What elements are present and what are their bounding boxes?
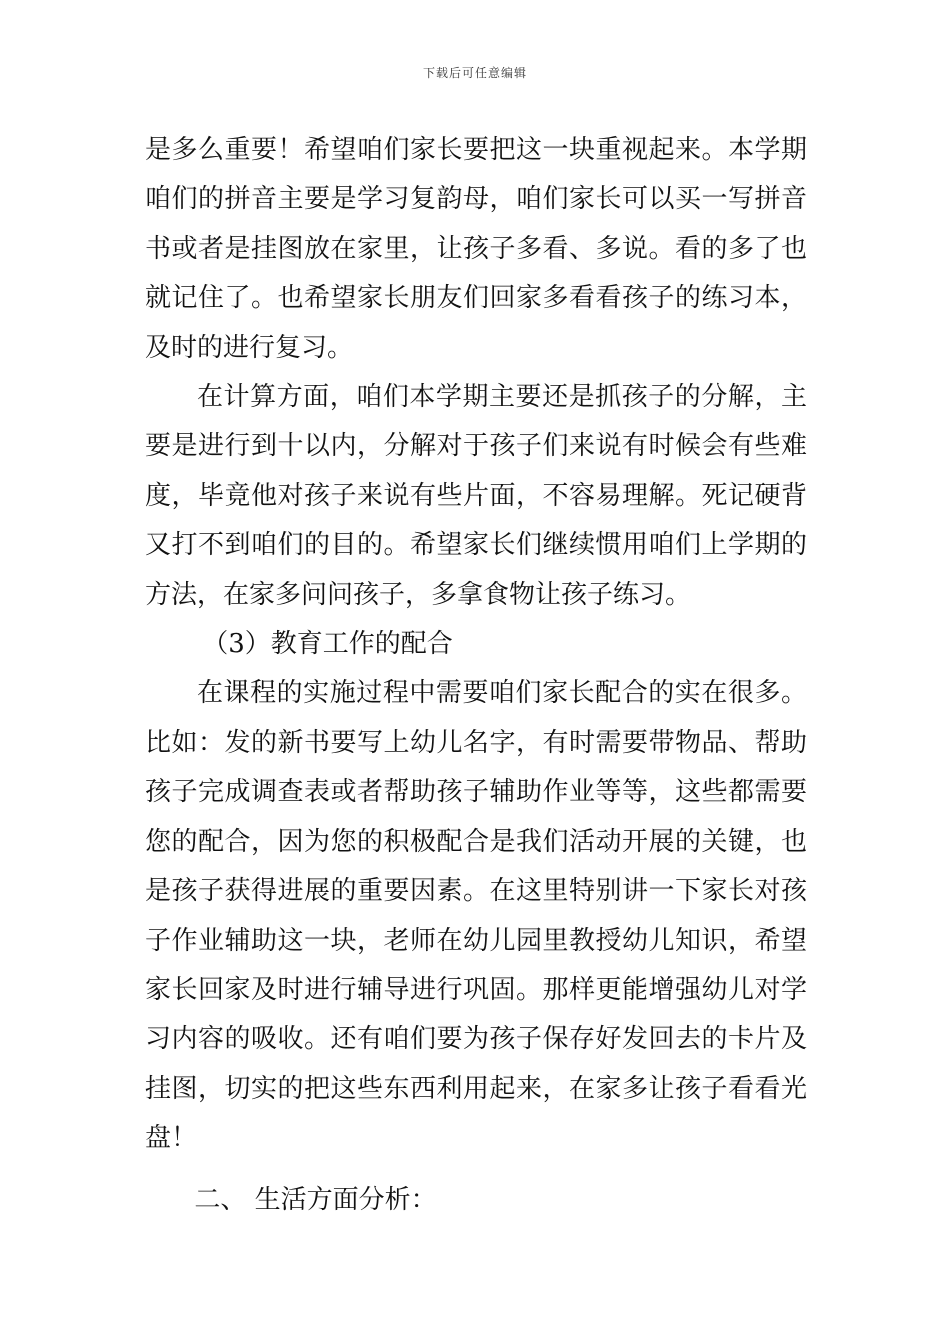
section-heading-life-analysis: 二、 生活方面分析： — [194, 1184, 437, 1215]
document-body — [145, 126, 807, 1225]
subheading-education-cooperation: （3）教育工作的配合 — [202, 629, 453, 660]
paragraph-pinyin-continuation: 是多么重要！希望咱们家长要把这一块重视起来。本学期咱们的拼音主要是学习复韵母，咱们家长可以买一写拼音书或者是挂图放在家里，让孩子多看、多说。看的多了也就记住了。也希望家长朋友们回家多看看孩子的练习本，及时的进行复习。 — [145, 135, 807, 363]
paragraph-course-cooperation: 在课程的实施过程中需要咱们家长配合的实在很多。比如：发的新书要写上幼儿名字，有时需要带物品、帮助孩子完成调查表或者帮助孩子辅助作业等等，这些都需要您的配合，因为您的积极配合是我们活动开展的关键，也是孩子获得进展的重要因素。在这里特别讲一下家长对孩子作业辅助这一块，老师在幼儿园里教授幼儿知识，希望家长回家及时进行辅导进行巩固。那样更能增强幼儿对学习内容的吸收。还有咱们要为孩子保存好发回去的卡片及挂图，切实的把这些东西利用起来，在家多让孩子看看光盘！ — [145, 678, 807, 1154]
page-header: 下载后可任意编辑 — [422, 66, 527, 80]
paragraph-calculation: 在计算方面，咱们本学期主要还是抓孩子的分解，主要是进行到十以内，分解对于孩子们来说有时候会有些难度，毕竟他对孩子来说有些片面，不容易理解。死记硬背又打不到咱们的目的。希望家长们继续惯用咱们上学期的方法，在家多问问孩子，多拿食物让孩子练习。 — [145, 382, 807, 610]
